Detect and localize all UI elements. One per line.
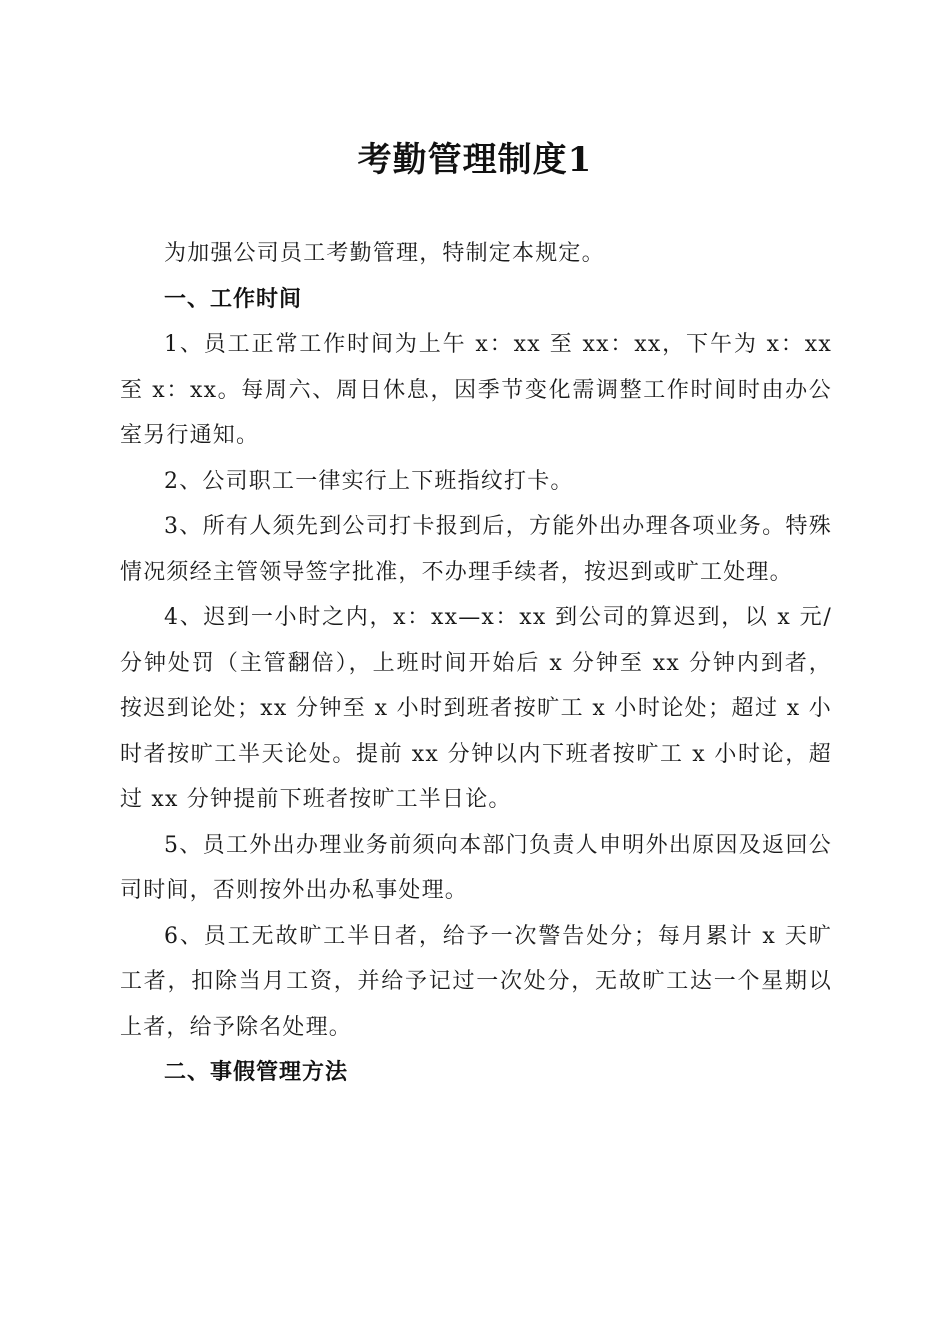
rule-paragraph-2: 2、公司职工一律实行上下班指纹打卡。 — [164, 468, 574, 494]
section-heading-work-hours: 一、工作时间 — [164, 286, 303, 312]
document-title: 考勤管理制度1 — [357, 140, 593, 180]
intro-paragraph: 为加强公司员工考勤管理，特制定本规定。 — [164, 241, 605, 266]
rule-paragraph-4: 4、迟到一小时之内，x：xx—x：xx 到公司的算迟到，以 x 元/分钟处罚（主管翻倍），上班时间开始后 x 分钟至 xx 分钟内到者，按迟到论处；xx 分钟至 x 小时到班者按旷工 x 小时论处；超过 x 小时者按旷工半天论处。提前 xx 分钟以内下班者按旷工 x 小时论，超过 xx 分钟提前下班者按旷工半日论。 — [120, 605, 832, 812]
rule-paragraph-5: 5、员工外出办理业务前须向本部门负责人申明外出原因及返回公司时间，否则按外出办私事处理。 — [120, 832, 832, 903]
rule-paragraph-1: 1、员工正常工作时间为上午 x：xx 至 xx：xx，下午为 x：xx 至 x：xx。每周六、周日休息，因季节变化需调整工作时间时由办公室另行通知。 — [120, 332, 832, 448]
rule-paragraph-3: 3、所有人须先到公司打卡报到后，方能外出办理各项业务。特殊情况须经主管领导签字批准，不办理手续者，按迟到或旷工处理。 — [120, 514, 832, 585]
rule-paragraph-6: 6、员工无故旷工半日者，给予一次警告处分；每月累计 x 天旷工者，扣除当月工资，并给予记过一次处分，无故旷工达一个星期以上者，给予除名处理。 — [120, 923, 832, 1040]
section-heading-personal-leave: 二、事假管理方法 — [164, 1060, 349, 1085]
document-body — [120, 231, 832, 1096]
